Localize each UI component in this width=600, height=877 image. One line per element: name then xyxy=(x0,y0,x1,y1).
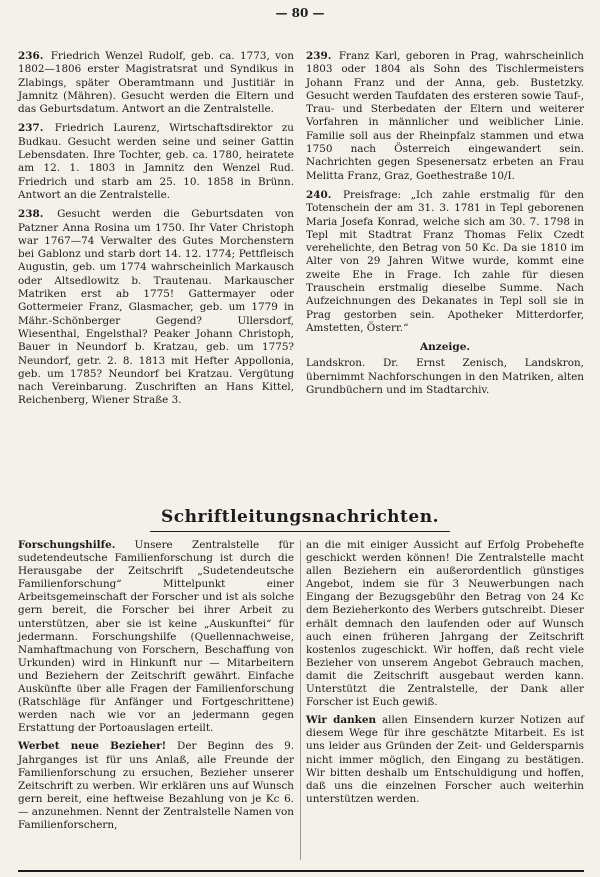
entry-number: 239. xyxy=(306,50,332,62)
entry-number: 240. xyxy=(306,188,332,201)
entry-text: Friedrich Laurenz, Wirtschaftsdirektor zu Budkau. Gesucht werden seine und seiner Gattin Lebensdaten. Ihre Tochter, geb. ca. 1780, heiratete am 12. 1. 1803 in Jamnitz den Wenzel Rud. Friedrich und starb am 25. 10. 1858 in Brünn. Antwort an die Zentralstelle. xyxy=(18,122,294,201)
column-divider xyxy=(300,540,301,860)
page-number: — 80 — xyxy=(275,6,325,20)
right-column xyxy=(306,50,584,403)
entry-237 xyxy=(18,122,294,202)
notice-werbet xyxy=(18,740,294,832)
entry-text: Preisfrage: „Ich zahle erstmalig für den Totenschein der am 31. 3. 1781 in Tepl geborenen Maria Josefa Konrad, welche sich am 30. 7. 1798 in Tepl mit Stadtrat Franz Thomas Felix Czedt verehelichte, den Betrag von 50 Kc. Da sie 1810 im Alter von 29 Jahren Witwe wurde, kommt eine zweite Ehe in Frage. Ich zahle für diesen Trauschein erstmalig dieselbe Summe. Nach Aufzeichnungen des Dekanates in Tepl soll sie in Prag gestorben sein. Apotheker Mitterdorfer, Amstetten, Österr.“ xyxy=(306,188,584,334)
notice-lead: Wir danken xyxy=(306,714,377,727)
notice-lead: Werbet neue Bezieher! xyxy=(18,740,167,753)
entry-text: Friedrich Wenzel Rudolf, geb. ca. 1773, von 1802—1806 erster Magistratsrat und Syndikus in Zlabings, später Oberamtmann und Justitiär in Jamnitz (Mähren). Gesucht werden die Eltern und das Geburtsdatum. Antwort an die Zentralstelle. xyxy=(18,50,294,116)
entry-number: 236. xyxy=(18,50,44,62)
entry-number: 238. xyxy=(18,208,44,221)
anzeige-text: Landskron. Dr. Ernst Zenisch, Landskron, übernimmt Nachforschungen in den Matriken, alten Grundbüchern und im Stadtarchiv. xyxy=(306,357,584,396)
entry-236 xyxy=(18,50,294,116)
notice-continued xyxy=(306,539,584,709)
entry-text: Franz Karl, geboren in Prag, wahrscheinlich 1803 oder 1804 als Sohn des Tischlermeisters Johann Franz und der Anna, geb. Bustetzky. Gesucht werden Taufdaten des ersteren sowie Tauf-, Trau- und Sterbedaten der Eltern und weiterer Vorfahren in männlicher und weiblicher Linie. Familie soll aus der Rheinpfalz stammen und etwa 1750 nach Österreich eingewandert sein. Nachrichten gegen Spesenersatz erbeten an Frau Melitta Franz, Graz, Goethestraße 10/I. xyxy=(306,50,584,182)
entry-240 xyxy=(306,189,584,335)
notice-lead: Forschungshilfe. xyxy=(18,539,116,551)
notice-text: an die mit einiger Aussicht auf Erfolg Probehefte geschickt werden können! Die Zentralstelle macht allen Beziehern ein außerordentlich günstiges Angebot, indem sie für 3 Neuwerbungen nach Eingang der Bezugsgebühr den Betrag von 24 Kc dem Bezieherkonto des Werbers gutschreibt. Dieser erhält demnach den laufenden oder auf Wunsch auch einen früheren Jahrgang der Zeitschrift kostenlos zugeschickt. Wir hoffen, daß recht viele Bezieher von unserem Angebot Gebrauch machen, damit die Zeitschrift ausgebaut werden kann. Unterstützt die Zentralstelle, der Dank aller Forscher ist Euch gewiß. xyxy=(306,539,584,709)
entry-text: Gesucht werden die Geburtsdaten von Patzner Anna Rosina um 1750. Ihr Vater Christoph war 1767—74 Verwalter des Gutes Morchenstern bei Gablonz und starb dort 14. 12. 1774; Pettfleisch Augustin, geb. um 1774 wahrscheinlich Markausch oder Altsedlowitz b. Trautenau. Markauscher Matriken erst ab 1775! Gattermayer oder Gottermeier Franz, Glasmacher, geb. um 1779 in Mähr.-Schönberger Gegend? Ullersdorf, Wiesenthal, Engelsthal? Peaker Johann Christoph, Bauer in Neundorf b. Kratzau, geb. um 1775? Neundorf, getr. 2. 8. 1813 mit Hefter Appollonia, geb. um 1785? Neundorf bei Kratzau. Vergütung nach Vereinbarung. Zuschriften an Hans Kittel, Reichenberg, Wiener Straße 3. xyxy=(18,208,294,407)
notice-forschungshilfe xyxy=(18,539,294,735)
entry-239 xyxy=(306,50,584,183)
notices-right-column xyxy=(306,539,584,811)
notice-text: allen Einsendern kurzer Notizen auf diesem Wege für ihre geschätzte Mitarbeit. Es ist uns leider aus Gründen der Zeit- und Geldersparnis nicht immer möglich, den Eingang zu bestätigen. Wir bitten deshalb um Entschuldigung und hoffen, daß uns die einzelnen Forscher auch weiterhin unterstützen werden. xyxy=(306,714,584,805)
entry-number: 237. xyxy=(18,122,44,135)
section-heading: Schriftleitungsnachrichten. xyxy=(161,507,439,527)
heading-underline xyxy=(150,531,450,532)
page-bottom-rule xyxy=(18,870,584,872)
left-column xyxy=(18,50,294,414)
notice-wir-danken xyxy=(306,714,584,806)
notices-left-column xyxy=(18,539,294,837)
notice-text: Unsere Zentralstelle für sudetendeutsche Familienforschung ist durch die Herausgabe der Zeitschrift „Sudetendeutsche Familienforschung“ Mittelpunkt einer Arbeitsgemeinschaft der Forscher und ist als solche gern bereit, die Forscher bei ihrer Arbeit zu unterstützen, aber sie ist keine „Auskunftei“ für jedermann. Forschungshilfe (Quellennachweise, Namhaftmachung von Forschern, Beschaffung von Urkunden) wird in Hinkunft nur — Mitarbeitern und Beziehern der Zeitschrift gewährt. Einfache Auskünfte über alle Fragen der Familienforschung (Ratschläge für Anfänger und Fortgeschrittene) werden nach wie vor an jedermann gegen Erstattung der Portoauslagen erteilt. xyxy=(18,539,294,735)
anzeige-heading: Anzeige. xyxy=(419,341,471,354)
entry-238 xyxy=(18,208,294,407)
notice-text: Der Beginn des 9. Jahrganges ist für uns Anlaß, alle Freunde der Familienforschung zu ersuchen, Bezieher unserer Zeitschrift zu werben. Wir erklären uns auf Wunsch gern bereit, eine heftweise Bezahlung von je Kc 6.— anzunehmen. Nennt der Zentralstelle Namen von Familienforschern, xyxy=(18,740,294,831)
